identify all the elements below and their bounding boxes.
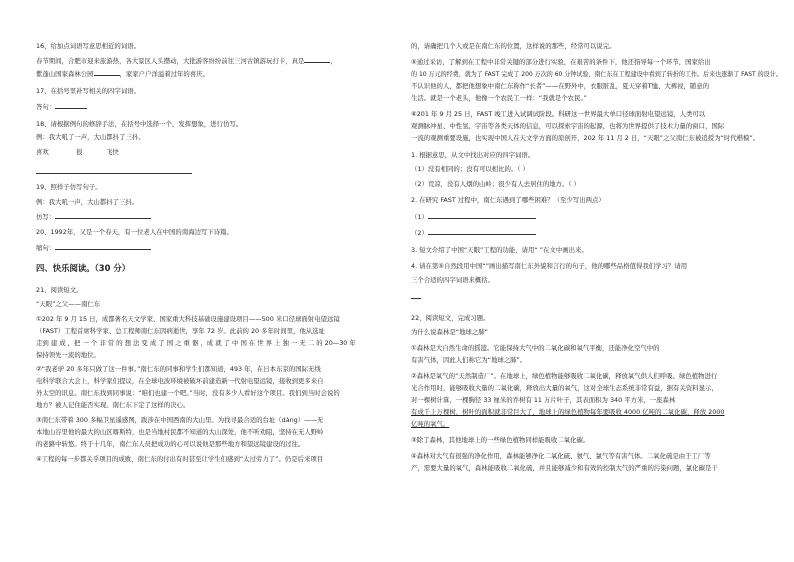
q4-answer-line[interactable] [411, 298, 421, 299]
s3-line: ③除了森林，其他地球上的一些绿色植物同样能吸收二氧化碳。 [411, 436, 590, 444]
s1-line: ①森林是大自然生命的摇篮。它能保持大气中的二氧化碳和氧气平衡，还能净化空气中的 [411, 344, 660, 352]
question-16-title: 16、给加点词语写意思相近的词语。 [36, 42, 140, 50]
passage-1-title: “天眼”之父——南仁东 [36, 300, 101, 308]
s1-line: 有害气体，因此人们称它为“地球之肺”。 [411, 356, 527, 364]
q2b-label: （2） [411, 229, 428, 237]
p2-line: ②“我老驴 20 多年只做了这一件事。”南仁东的同事和学生们都知道，493 年，在日本东京的国际无线 [36, 365, 321, 373]
s3-line: 产，需要大量的氧气，森林能吸收二氧化硫，并且能够减少和有效的控制大气的严重的污染问题，氯化碳是干 [411, 464, 718, 472]
question-19-answer [36, 212, 151, 221]
p1-line: 保持领先一流的地位。 [36, 351, 100, 359]
p2-line: 地方？被人记住能否实现。南仁东下定了这样的决心。 [36, 401, 190, 409]
q16-text-c: 紫蓬山国家森林公园 [36, 70, 94, 78]
s2-line-underlined: 亿吨的氧气。 [411, 420, 450, 428]
reading-q3: 3. 短文介绍了中国“天眼”工程的功能，请用“ ”在文中画出来。 [411, 246, 588, 254]
q20-answer-label: 缩句： [36, 244, 56, 252]
right-column [397, 0, 794, 562]
q20-blank[interactable] [55, 243, 151, 250]
q16-text-b: ， [330, 57, 337, 65]
q16-blank-2[interactable] [94, 69, 120, 76]
q4-text-b: ”画出描写南仁东外貌和言行的句子，他的哪些品格值得我们学习？请用 [485, 262, 688, 270]
p6-line: ⑥201 年 9 月 25 日，FAST 竣工进入试调试阶段。科研这一世界最大单口径球面射电望远镜，人类可以 [411, 110, 706, 118]
s2-line: 光合作用时，能够吸收大量的二氧化碳，释放出大量的氧气，这对全球生态系统非常有益，据有关资料显示， [411, 384, 718, 392]
p5-line: 生活。就是一个老头，他像一个农民工一样：“我就是个农民。” [411, 94, 587, 102]
p1-line: 走到 建 成 ，把 一 个 非 常 的 想 法 变 成 了 国 之 重 器 ，成 就 了 中 国 在 世 界 上 独 一 无 二 的 20—30 年 [36, 339, 356, 347]
question-18-example: 例：我大吼了一声，大山都抖了三抖。 [36, 133, 145, 141]
q2a-label: （1） [411, 213, 428, 221]
p1-line: ①202 年 9 月 15 日，成都著名天文学家、国家重大科技基础设施建设项目——500 米口径球面射电望远镜 [36, 315, 340, 323]
question-17-answer [36, 102, 87, 111]
question-17-title: 17、在括号里补写相关的四字词语。 [36, 87, 140, 95]
question-16-line-2 [36, 69, 209, 78]
reading-q1: 1. 根据意思，从文中找出对应的四字词语。 [411, 151, 535, 159]
p5-line: ⑤通过采访，了解到在工程中非常关键的部分进行实验，在艰苦的条件下，他还指导每一个环节，国家给出 [411, 58, 711, 66]
q16-text-d: ，家家户户洋溢着过年的喜庆。 [119, 70, 209, 78]
reading-q2: 2. 在研究 FAST 过程中，南仁东遇到了哪些困难？（至少写出两点） [411, 196, 605, 204]
passage-2-title: 为什么说森林是“地球之肺” [411, 328, 488, 336]
q2a-blank[interactable] [428, 212, 536, 219]
p3-line: ③南仁东带着 300 多幅卫星遥感图，跋涉在中国西南的大山里。为找寻最合适的台址（dàng）——无 [36, 416, 324, 424]
question-18-option-2: 很 [76, 148, 83, 156]
reading-q4-cont: 三个合适的四字词语来概括。 [411, 276, 495, 284]
q19-answer-label: 仿写： [36, 213, 56, 221]
right-continue-line: 的，请确把几个人或是在南仁东的位置，这样说的那些，经常可以说完。 [411, 42, 616, 50]
question-22-title: 22、阅读短文，完成习题。 [411, 314, 490, 322]
question-18-option-3: 飞快 [106, 148, 119, 156]
p4-line: ④工程的每一步都关乎项目的成败，南仁东的付出有时甚至让学生们感到“太过劳力了”。仍是后来项目 [36, 455, 324, 463]
p2-line: 电科学联合大会上，科学家们提议，在全球电波环境被破坏前建造新一代射电望远镜，接收到更多来自 [36, 377, 324, 385]
question-18-answer-line[interactable] [36, 173, 192, 174]
question-18-title: 18、请根据例句的修辞手法，在括号中选择一个，发挥想象，进行仿写。 [36, 120, 243, 128]
q16-blank-1[interactable] [304, 56, 330, 63]
question-16-line-1 [36, 56, 337, 65]
question-21-title: 21、阅读短文。 [36, 286, 83, 294]
reading-q1a: （1）没有相同的；没有可以相比的。（ ） [411, 165, 529, 173]
s2-line-underlined: 有成千上万棵树，树叶的面积就非常巨大了，地球上的绿色植物每年要吸收 4000 亿吨的二氧化碳，释放 2000 [411, 408, 725, 416]
p5-line: 不认识他的人，都把他想象中南仁东称作“长者”——在野外中，衣服脏乱，夏天穿着T恤、大裤衩，随意的 [411, 82, 710, 90]
p2-line: 外太空的讯息。南仁东找到同事说：“咱们也建一个吧。”当时，没有多少人看好这个项目。我们到当时会说的 [36, 389, 340, 397]
reading-q4 [411, 262, 687, 270]
p6-line: 一流的观测重要设施，也实现中国人在天文学方面的原创开，202 年 11 月 2 日，“天眼”之父南仁东被追授为“时代楷模”。 [411, 134, 760, 142]
p6-line: 观测脉冲星、中性氢、宇宙等各类天体的信息，可以探索宇宙的起源，也将为世界提供了技术力量的窗口，国际 [411, 122, 725, 130]
question-19-title: 19、照样子仿写句子。 [36, 183, 102, 191]
s3-line: ④森林对大气有很强的净化作用，森林能够净化二氧化硫、氨气、氯气等有害气体。二氧化硫是由于工厂等 [411, 452, 711, 460]
s2-line: 对一棵树计算，一棵胸径 33 厘米的乔树有 11 万片叶子，其表面积为 340 平方米，一座森林 [411, 396, 676, 404]
reading-q2b [411, 228, 536, 237]
question-20-answer [36, 243, 151, 252]
reading-q1b: （2）荒凉，没有人烟的山岭；很少有人去居住的地方。（ ） [411, 180, 581, 188]
q4-text-a: 4. 请在第⑤自然段用中国“ [411, 262, 486, 270]
question-20-title: 20、1992年，又是一个春天，有一位老人在中国的南海边写下诗篇。 [36, 228, 233, 236]
q17-blank[interactable] [55, 102, 87, 109]
section-4-heading: 四、快乐阅读。（30 分） [36, 263, 131, 273]
p3-line: 的老路中转悠。终于十几年，南仁东人员把成功的心可以说他是那些地方和望远镜建设的过往。 [36, 440, 305, 448]
p3-line: 本地山谷里他的最大的山区喀斯特，也是当地村民都不知道的大山深处，他不听劝阻，坚持在无人野岭 [36, 428, 324, 436]
question-19-example: 例：我大吼一声，大山都抖了三抖。 [36, 198, 139, 206]
p5-line: 的 10 万元的经费，就为了 FAST 完成了 200 万次的 60 分钟试验，南仁东在工程建设中看到了转折的工作。后来也逐渐了 FAST 的设计。 [411, 70, 782, 78]
question-18-option-1: 喜欢 [36, 148, 49, 156]
q16-text-a: 春节期间，合肥市迎来旅游热，各大景区人头攒动，大批游客纷纷前往三河古镇游玩打卡，真是 [36, 57, 305, 65]
reading-q2a [411, 212, 536, 221]
q2b-blank[interactable] [428, 228, 536, 235]
q19-blank[interactable] [55, 212, 151, 219]
s2-line: ②森林是氧气的“天然制造厂”。在地球上，绿色植物能够吸收二氧化碳，释放氧气供人们呼吸。绿色植物进行 [411, 372, 718, 380]
p1-line: （FAST）工程首席科学家、总工程师南仁东因病逝世，享年 72 岁。此前的 20 多年时间里，他从选址 [36, 327, 326, 335]
q17-answer-label: 答句： [36, 103, 56, 111]
